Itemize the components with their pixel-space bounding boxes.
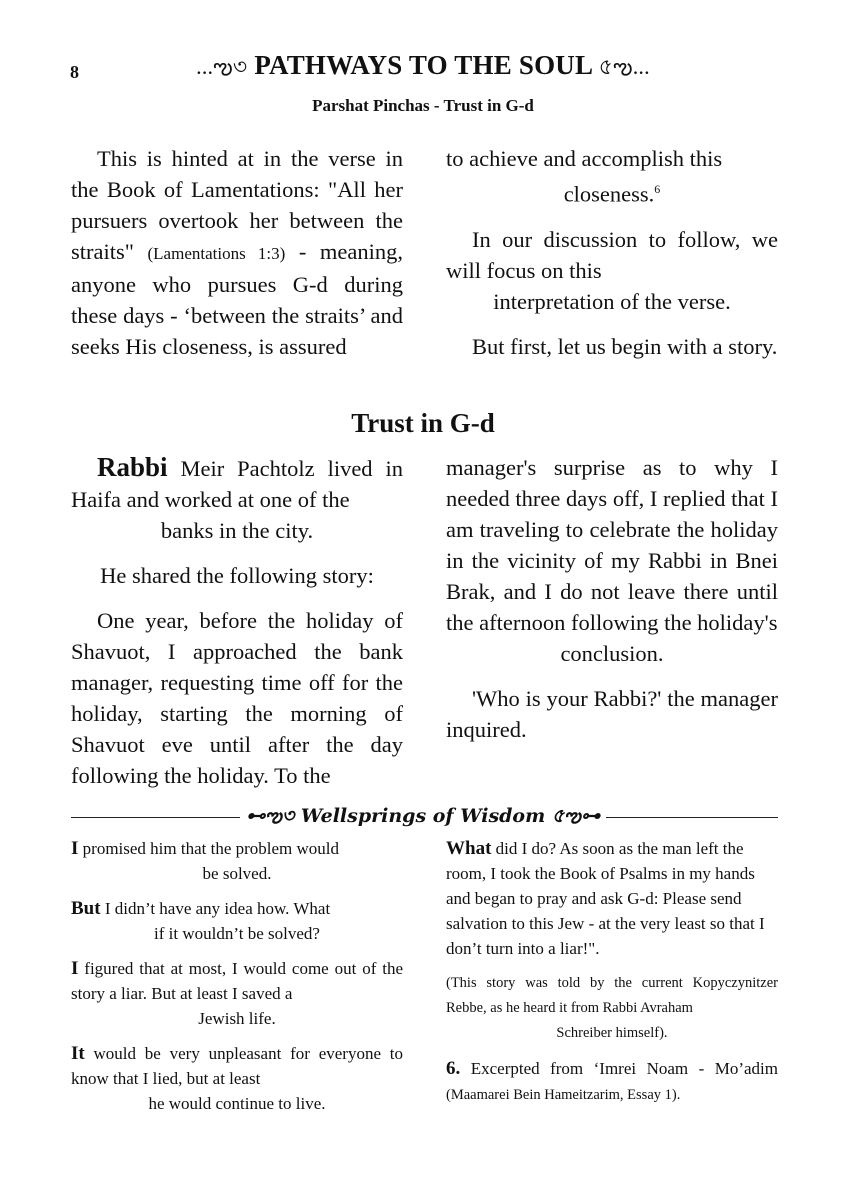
intro-paragraph: This is hinted at in the verse in the Book of Lamentations: "All her pursuers overtook her between the straits" (Lamentations 1:3) - meaning, anyone who pursues G-d during these days - ‘between the straits’ and seeks His closeness, is assured (71, 146, 404, 359)
story-source-end: Schreiber himself). (556, 1025, 668, 1041)
lead-word: Rabbi (97, 452, 168, 482)
ornament-left-icon: ...ఌ৩ (196, 54, 248, 79)
story-paragraph-5: 'Who is your Rabbi?' the manager inquired. (446, 686, 778, 742)
wisdom-paragraph-end: Jewish life. (198, 1009, 276, 1028)
wellsprings-divider (0, 802, 846, 834)
story-source: (This story was told by the current Kopyczynitzer Rebbe, as he heard it from Rabbi Avraham (446, 975, 778, 1016)
chapter-subtitle: Parshat Pinchas - Trust in G-d (312, 96, 534, 115)
intro-paragraph-3: But first, let us begin with a story. (472, 333, 778, 359)
story-paragraph-2: He shared the following story: (100, 563, 374, 588)
book-title: PATHWAYS TO THE SOUL (254, 50, 592, 80)
wisdom-left-column (71, 836, 403, 1126)
footnote-ref: (Maamarei Bein Hameitzarim, Essay 1). (446, 1087, 681, 1103)
divider-label: Wellsprings of Wisdom (300, 805, 546, 827)
footnote-marker: 6 (654, 182, 661, 196)
wisdom-paragraph: What did I do? As soon as the man left the room, I took the Book of Psalms in my hands and began to pray and ask G-d: Please send salvation to this Jew - at the very least so that I don’t turn into a liar!". (446, 838, 765, 958)
wisdom-right-column (446, 836, 778, 1118)
page-number: 8 (70, 62, 79, 82)
ornament-right-icon: ৫ఌ... (598, 54, 650, 79)
wisdom-paragraph: I figured that at most, I would come out of the story a liar. But at least I saved a (71, 958, 404, 1003)
intro-paragraph-2-end: interpretation of the verse. (493, 288, 731, 314)
story-right-column (446, 452, 778, 759)
story-paragraph-1-end: banks in the city. (160, 518, 314, 543)
wisdom-paragraph-end: if it wouldn’t be solved? (154, 924, 320, 943)
wisdom-paragraph: But I didn’t have any idea how. What (71, 898, 331, 919)
intro-continuation: to achieve and accomplish this (446, 146, 723, 171)
divider-ornament-right-icon: ৫ఌ⊶ (551, 805, 600, 827)
story-paragraph-4-end: conclusion. (560, 641, 664, 666)
story-paragraph-1: Rabbi Meir Pachtolz lived in Haifa and worked at one of the (71, 452, 403, 512)
story-left-column (71, 452, 403, 805)
section-heading: Trust in G-d (351, 408, 495, 438)
verse-reference: (Lamentations 1:3) (147, 244, 286, 263)
wisdom-paragraph-end: he would continue to live. (148, 1094, 326, 1113)
footnote-number: 6. (446, 1058, 461, 1079)
intro-continuation-end: closeness.$^6$ (563, 181, 661, 207)
wisdom-paragraph: It would be very unpleasant for everyone to know that I lied, but at least (71, 1043, 403, 1088)
running-header (0, 50, 846, 87)
intro-paragraph-2: In our discussion to follow, we will focus on this (446, 226, 778, 283)
intro-right-column (446, 143, 778, 376)
wisdom-paragraph-end: be solved. (202, 864, 272, 883)
story-paragraph-3: One year, before the holiday of Shavuot, I approached the bank manager, requesting time off for the holiday, starting the morning of Shavuot eve until after the day following the holiday. To the (71, 608, 403, 788)
footnote: 6. Excerpted from ‘Imrei Noam - Mo’adim (Maamarei Bein Hameitzarim, Essay 1). (446, 1058, 779, 1103)
wisdom-paragraph: I promised him that the problem would (71, 838, 340, 859)
intro-left-column (71, 143, 403, 376)
divider-ornament-left-icon: ⊷ఌ৩ (246, 805, 295, 827)
story-paragraph-4: manager's surprise as to why I needed three days off, I replied that I am traveling to celebrate the holiday in the vicinity of my Rabbi in Bnei Brak, and I do not leave there until the afternoon following the holiday's (446, 455, 778, 635)
